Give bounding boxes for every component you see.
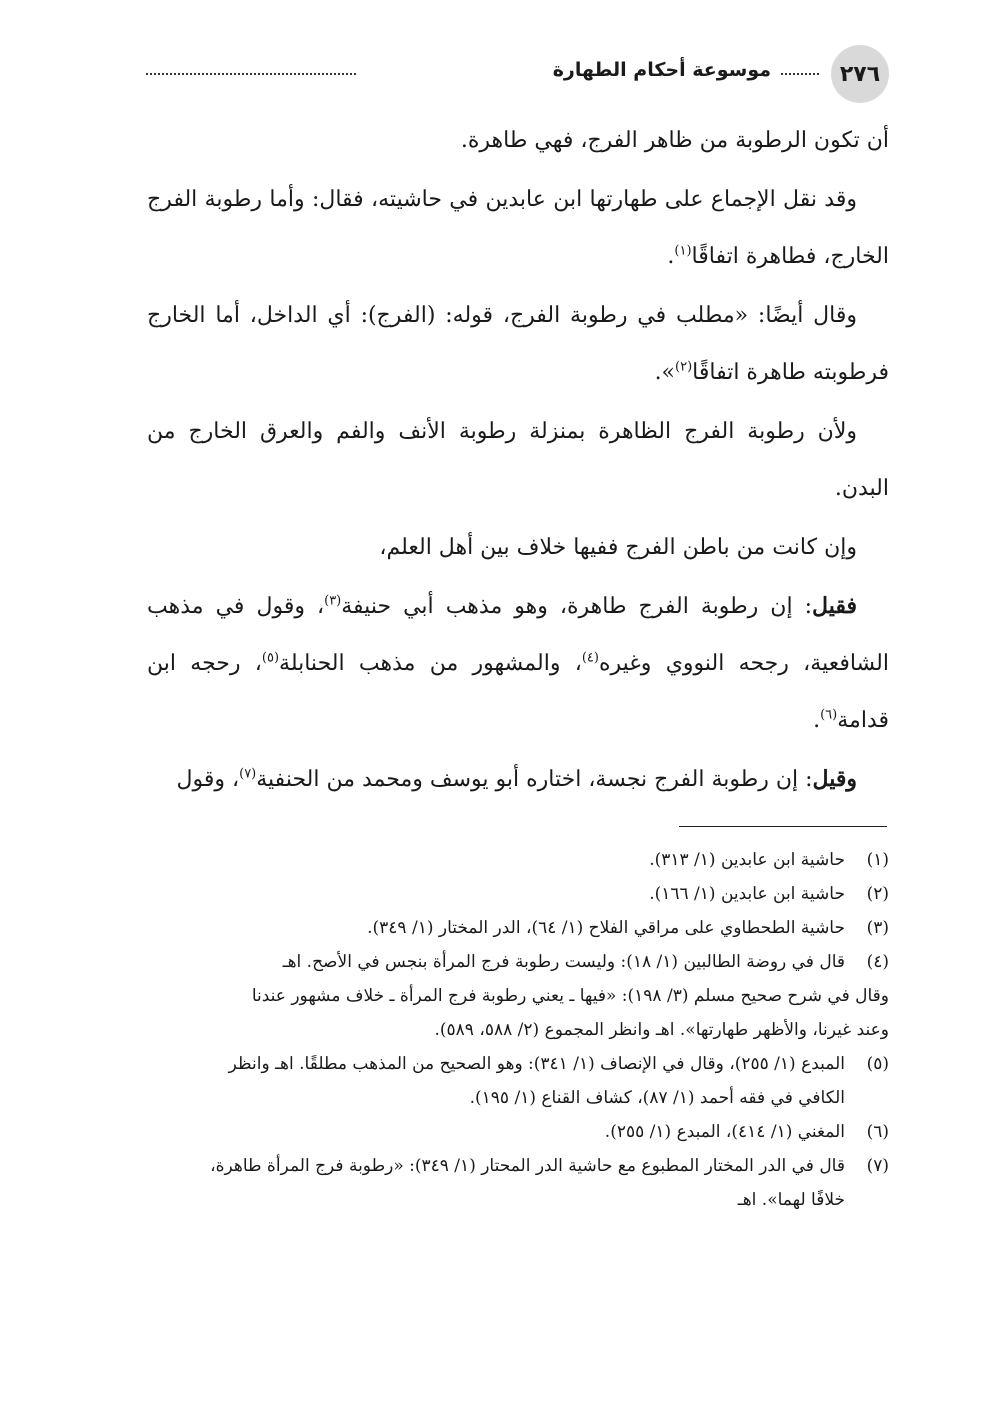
paragraph-lead: وقيل — [812, 766, 857, 792]
footnote-ref[interactable]: (٢) — [675, 359, 693, 375]
header-dotted-rule-right — [781, 73, 819, 75]
footnote-ref[interactable]: (٤) — [581, 650, 599, 666]
footnote-line: وقال في شرح صحيح مسلم (٣/ ١٩٨): «فيها ـ يعني رطوبة فرج المرأة ـ خلاف مشهور عندنا — [251, 986, 889, 1006]
footnote-separator — [679, 826, 887, 827]
footnote-text — [147, 877, 845, 911]
paragraph-lead: فقيل — [812, 593, 857, 619]
footnote-ref[interactable]: (٦) — [820, 707, 838, 723]
paragraph-text: وإن كانت من باطن الفرج ففيها خلاف بين أهل العلم، — [379, 535, 857, 560]
footnote-text — [147, 911, 845, 945]
paragraph — [147, 171, 889, 285]
footnote-ref[interactable]: (٧) — [239, 766, 257, 782]
footnote-number: (٥) — [866, 1054, 889, 1074]
footnote-number: (٣) — [866, 918, 889, 938]
page-number-badge — [831, 45, 889, 103]
footnote-text — [147, 1047, 845, 1115]
page-header — [113, 45, 889, 103]
footnote-line: المغني (١/ ٤١٤)، المبدع (١/ ٢٥٥). — [604, 1122, 845, 1142]
header-dotted-rule-left — [146, 73, 356, 75]
footnote-number: (١) — [866, 850, 889, 870]
paragraph-text: ، وقول — [176, 767, 240, 792]
footnote — [147, 1149, 889, 1217]
footnote-text — [147, 1115, 845, 1149]
footnote-line: المبدع (١/ ٢٥٥)، وقال في الإنصاف (١/ ٣٤١): وهو الصحيح من المذهب مطلقًا. اهـ وانظر — [228, 1054, 845, 1074]
footnote — [147, 911, 889, 945]
paragraph-text: ، وقول في مذهب الشافعية، رجحه النووي وغيره — [147, 594, 889, 676]
footnote-line: حاشية ابن عابدين (١/ ١٦٦). — [649, 884, 845, 904]
footnote — [147, 1115, 889, 1149]
paragraph-text: ، والمشهور من مذهب الحنابلة — [279, 651, 582, 676]
paragraph-text: ولأن رطوبة الفرج الظاهرة بمنزلة رطوبة الأنف والفم والعرق الخارج من البدن. — [147, 419, 889, 501]
footnote-ref[interactable]: (١) — [674, 243, 692, 259]
paragraph — [147, 751, 889, 808]
footnote-number: (٦) — [866, 1122, 889, 1142]
footnote-continuation — [147, 979, 889, 1047]
paragraph-text: وقال أيضًا: «مطلب في رطوبة الفرج، قوله: (الفرج): أي الداخل، أما الخارج فرطوبته طاهرة اتفاقًا — [147, 303, 889, 385]
paragraph — [147, 112, 889, 169]
footnote-line: قال في الدر المختار المطبوع مع حاشية الدر المحتار (١/ ٣٤٩): «رطوبة فرج المرأة طاهرة، — [210, 1156, 845, 1176]
footnote — [147, 877, 889, 911]
footnote-number: (٤) — [866, 952, 889, 972]
footnote — [147, 1047, 889, 1115]
footnote-line: الكافي في فقه أحمد (١/ ٨٧)، كشاف القناع (١/ ١٩٥). — [469, 1088, 845, 1108]
footnote-text — [147, 843, 845, 877]
paragraph-text: وقد نقل الإجماع على طهارتها ابن عابدين في حاشيته، فقال: وأما رطوبة الفرج الخارج، فطاهرة اتفاقًا — [147, 187, 889, 269]
footnote-line: وعند غيرنا، والأظهر طهارتها». اهـ وانظر المجموع (٢/ ٥٨٨، ٥٨٩). — [434, 1020, 889, 1040]
paragraph-text: : إن رطوبة الفرج نجسة، اختاره أبو يوسف ومحمد من الحنفية — [256, 767, 813, 792]
paragraph — [147, 578, 889, 749]
footnote-line: قال في روضة الطالبين (١/ ١٨): وليست رطوبة فرج المرأة بنجس في الأصح. اهـ — [282, 952, 845, 972]
paragraph — [147, 287, 889, 401]
footnote-text — [147, 1149, 845, 1217]
footnote-text — [147, 945, 845, 979]
paragraph-text: : إن رطوبة الفرج طاهرة، وهو مذهب أبي حنيفة — [341, 594, 813, 619]
footnote — [147, 843, 889, 877]
paragraph-text: ». — [654, 360, 676, 385]
page-number: ٢٧٦ — [839, 61, 881, 87]
paragraph — [147, 519, 889, 576]
paragraph-text: ، رحجه ابن قدامة — [147, 651, 889, 733]
footnote-line: حاشية ابن عابدين (١/ ٣١٣). — [649, 850, 845, 870]
main-text — [147, 112, 889, 810]
footnote-line: خلافًا لهما». اهـ — [737, 1190, 845, 1210]
footnote-line: حاشية الطحطاوي على مراقي الفلاح (١/ ٦٤)، الدر المختار (١/ ٣٤٩). — [367, 918, 845, 938]
footnote-ref[interactable]: (٥) — [261, 650, 280, 666]
footnote-number: (٧) — [866, 1156, 889, 1176]
paragraph — [147, 403, 889, 517]
paragraph-text: . — [813, 708, 821, 733]
paragraph-text: أن تكون الرطوبة من ظاهر الفرج، فهي طاهرة. — [460, 128, 889, 153]
footnotes — [147, 843, 889, 1217]
book-title: موسوعة أحكام الطهارة — [552, 59, 771, 81]
footnote-number: (٢) — [866, 884, 889, 904]
footnote-ref[interactable]: (٣) — [324, 593, 342, 609]
paragraph-text: . — [667, 244, 675, 269]
footnote — [147, 945, 889, 979]
